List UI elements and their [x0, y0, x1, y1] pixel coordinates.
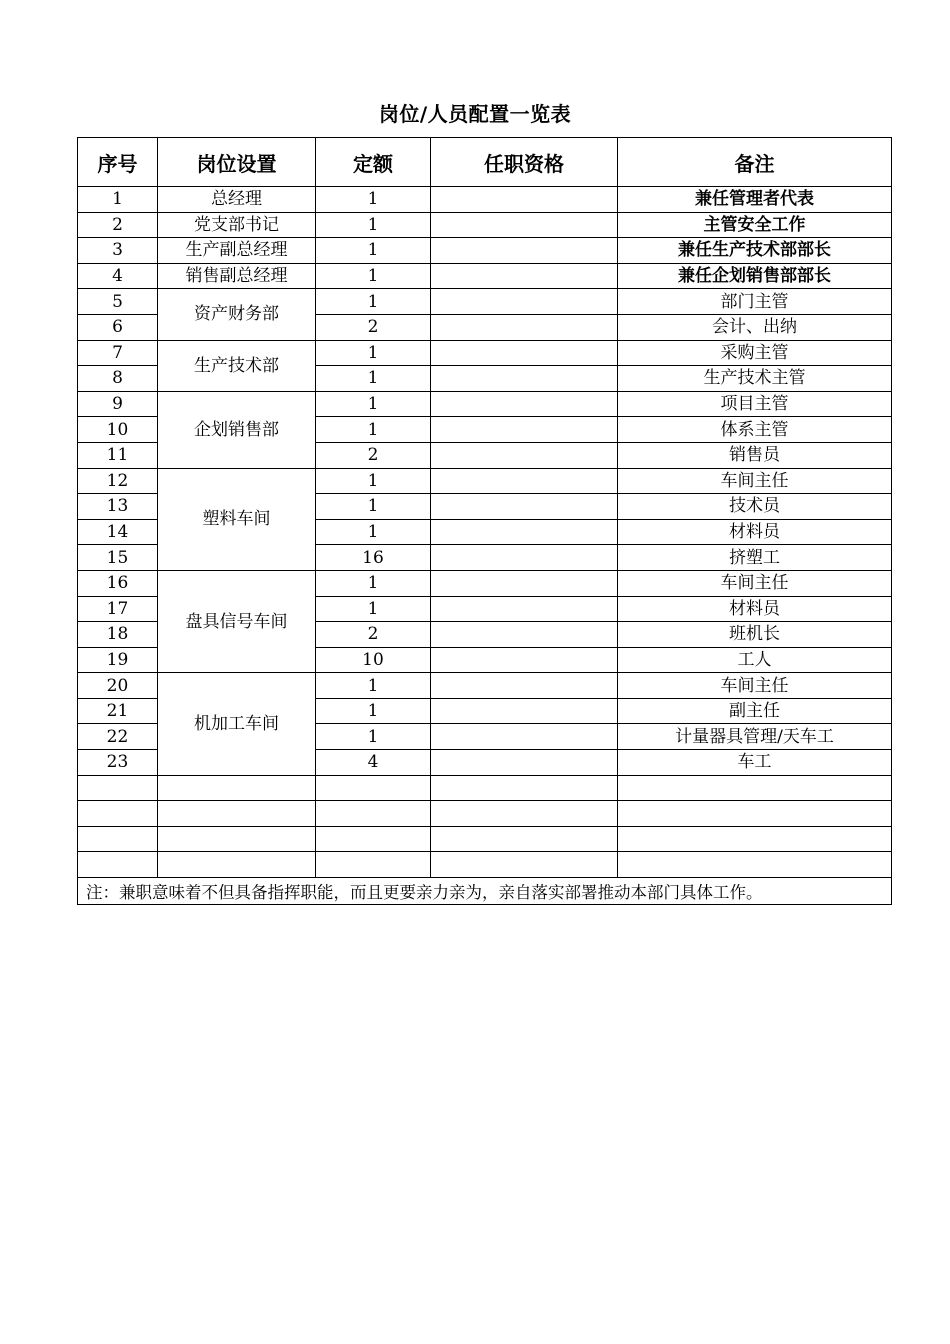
- seq-cell: 16: [78, 570, 158, 596]
- qualification-cell: [431, 442, 618, 468]
- empty-cell: [316, 775, 431, 801]
- seq-cell: 7: [78, 340, 158, 366]
- remark-cell: 副主任: [618, 698, 892, 724]
- table-header-row: [78, 138, 892, 187]
- seq-cell: 19: [78, 647, 158, 673]
- remark-cell: 车间主任: [618, 468, 892, 494]
- quota-cell: 1: [316, 724, 431, 750]
- qualification-cell: [431, 212, 618, 238]
- seq-cell: 13: [78, 494, 158, 520]
- remark-cell: 兼任企划销售部部长: [618, 263, 892, 289]
- table-row: [78, 340, 892, 366]
- table-row: [78, 673, 892, 699]
- remark-cell: 材料员: [618, 519, 892, 545]
- quota-cell: 10: [316, 647, 431, 673]
- remark-cell: 挤塑工: [618, 545, 892, 571]
- table-row: [78, 289, 892, 315]
- empty-cell: [431, 775, 618, 801]
- quota-cell: 2: [316, 314, 431, 340]
- quota-cell: 4: [316, 750, 431, 776]
- empty-cell: [316, 826, 431, 852]
- qualification-cell: [431, 673, 618, 699]
- empty-cell: [431, 826, 618, 852]
- page-title: 岗位/人员配置一览表: [378, 102, 572, 126]
- quota-cell: 2: [316, 622, 431, 648]
- qualification-cell: [431, 494, 618, 520]
- seq-cell: 3: [78, 238, 158, 264]
- qualification-cell: [431, 750, 618, 776]
- remark-cell: 材料员: [618, 596, 892, 622]
- header-seq: 序号: [78, 138, 158, 187]
- seq-cell: 22: [78, 724, 158, 750]
- qualification-cell: [431, 238, 618, 264]
- quota-cell: 1: [316, 494, 431, 520]
- qualification-cell: [431, 417, 618, 443]
- seq-cell: 17: [78, 596, 158, 622]
- empty-cell: [618, 826, 892, 852]
- position-cell: 企划销售部: [158, 391, 316, 468]
- table-row: [78, 212, 892, 238]
- qualification-cell: [431, 263, 618, 289]
- seq-cell: 5: [78, 289, 158, 315]
- seq-cell: 14: [78, 519, 158, 545]
- staff-table: [77, 137, 892, 905]
- remark-cell: 主管安全工作: [618, 212, 892, 238]
- quota-cell: 2: [316, 442, 431, 468]
- empty-cell: [78, 826, 158, 852]
- remark-cell: 计量器具管理/天车工: [618, 724, 892, 750]
- qualification-cell: [431, 622, 618, 648]
- seq-cell: 23: [78, 750, 158, 776]
- quota-cell: 1: [316, 212, 431, 238]
- quota-cell: 1: [316, 673, 431, 699]
- position-cell: 生产技术部: [158, 340, 316, 391]
- header-remark: 备注: [618, 138, 892, 187]
- table-row: [78, 468, 892, 494]
- position-cell: 塑料车间: [158, 468, 316, 570]
- empty-cell: [158, 801, 316, 827]
- quota-cell: 1: [316, 417, 431, 443]
- seq-cell: 2: [78, 212, 158, 238]
- position-cell: 生产副总经理: [158, 238, 316, 264]
- seq-cell: 11: [78, 442, 158, 468]
- qualification-cell: [431, 545, 618, 571]
- seq-cell: 1: [78, 187, 158, 213]
- qualification-cell: [431, 187, 618, 213]
- remark-cell: 兼任管理者代表: [618, 187, 892, 213]
- position-cell: 总经理: [158, 187, 316, 213]
- empty-cell: [158, 775, 316, 801]
- remark-cell: 车工: [618, 750, 892, 776]
- seq-cell: 4: [78, 263, 158, 289]
- seq-cell: 21: [78, 698, 158, 724]
- table-row: [78, 570, 892, 596]
- remark-cell: 车间主任: [618, 673, 892, 699]
- quota-cell: 1: [316, 519, 431, 545]
- empty-cell: [78, 801, 158, 827]
- quota-cell: 1: [316, 187, 431, 213]
- table-row: [78, 263, 892, 289]
- table-row: [78, 391, 892, 417]
- remark-cell: 项目主管: [618, 391, 892, 417]
- empty-cell: [618, 852, 892, 878]
- remark-cell: 工人: [618, 647, 892, 673]
- position-cell: 盘具信号车间: [158, 570, 316, 672]
- seq-cell: 18: [78, 622, 158, 648]
- table-note: 注：兼职意味着不但具备指挥职能，而且更要亲力亲为，亲自落实部署推动本部门具体工作。: [78, 878, 892, 905]
- position-cell: 资产财务部: [158, 289, 316, 340]
- quota-cell: 1: [316, 391, 431, 417]
- qualification-cell: [431, 724, 618, 750]
- quota-cell: 1: [316, 340, 431, 366]
- remark-cell: 会计、出纳: [618, 314, 892, 340]
- empty-row: [78, 852, 892, 878]
- quota-cell: 1: [316, 570, 431, 596]
- remark-cell: 销售员: [618, 442, 892, 468]
- qualification-cell: [431, 468, 618, 494]
- qualification-cell: [431, 519, 618, 545]
- empty-cell: [618, 775, 892, 801]
- empty-cell: [316, 801, 431, 827]
- remark-cell: 生产技术主管: [618, 366, 892, 392]
- empty-cell: [431, 801, 618, 827]
- empty-cell: [618, 801, 892, 827]
- table-row: [78, 238, 892, 264]
- qualification-cell: [431, 289, 618, 315]
- quota-cell: 1: [316, 263, 431, 289]
- empty-cell: [316, 852, 431, 878]
- seq-cell: 9: [78, 391, 158, 417]
- quota-cell: 16: [316, 545, 431, 571]
- header-quota: 定额: [316, 138, 431, 187]
- remark-cell: 技术员: [618, 494, 892, 520]
- table-row: [78, 187, 892, 213]
- seq-cell: 20: [78, 673, 158, 699]
- quota-cell: 1: [316, 698, 431, 724]
- qualification-cell: [431, 698, 618, 724]
- seq-cell: 15: [78, 545, 158, 571]
- empty-cell: [78, 775, 158, 801]
- qualification-cell: [431, 366, 618, 392]
- seq-cell: 10: [78, 417, 158, 443]
- position-cell: 销售副总经理: [158, 263, 316, 289]
- remark-cell: 兼任生产技术部部长: [618, 238, 892, 264]
- note-row: [78, 878, 892, 905]
- empty-row: [78, 826, 892, 852]
- remark-cell: 体系主管: [618, 417, 892, 443]
- empty-cell: [431, 852, 618, 878]
- header-qualification: 任职资格: [431, 138, 618, 187]
- remark-cell: 班机长: [618, 622, 892, 648]
- quota-cell: 1: [316, 596, 431, 622]
- header-position: 岗位设置: [158, 138, 316, 187]
- empty-row: [78, 775, 892, 801]
- empty-cell: [78, 852, 158, 878]
- remark-cell: 车间主任: [618, 570, 892, 596]
- empty-row: [78, 801, 892, 827]
- qualification-cell: [431, 340, 618, 366]
- position-cell: 机加工车间: [158, 673, 316, 775]
- seq-cell: 6: [78, 314, 158, 340]
- quota-cell: 1: [316, 468, 431, 494]
- quota-cell: 1: [316, 238, 431, 264]
- quota-cell: 1: [316, 366, 431, 392]
- seq-cell: 8: [78, 366, 158, 392]
- qualification-cell: [431, 570, 618, 596]
- seq-cell: 12: [78, 468, 158, 494]
- position-cell: 党支部书记: [158, 212, 316, 238]
- remark-cell: 采购主管: [618, 340, 892, 366]
- qualification-cell: [431, 391, 618, 417]
- qualification-cell: [431, 647, 618, 673]
- quota-cell: 1: [316, 289, 431, 315]
- empty-cell: [158, 852, 316, 878]
- remark-cell: 部门主管: [618, 289, 892, 315]
- qualification-cell: [431, 596, 618, 622]
- qualification-cell: [431, 314, 618, 340]
- empty-cell: [158, 826, 316, 852]
